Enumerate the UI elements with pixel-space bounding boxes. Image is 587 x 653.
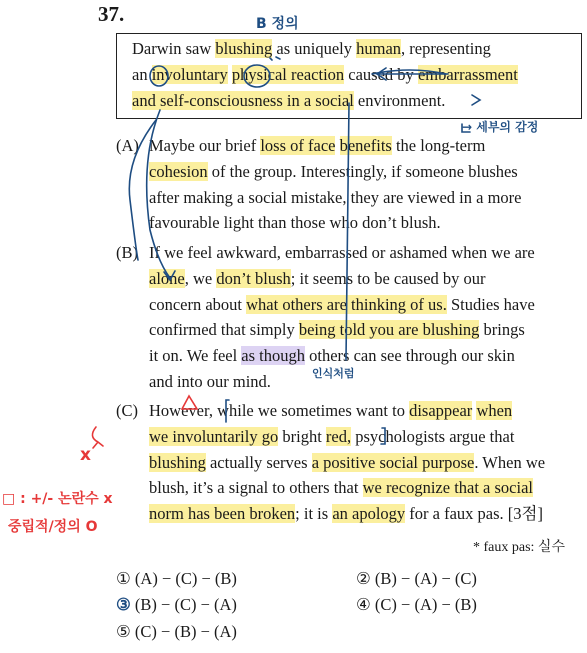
highlighted-phrase: what others are thinking of us. (246, 294, 447, 314)
text-line: concern about what others are thinking of us. Studies have (149, 294, 535, 314)
highlighted-phrase: benefits (339, 136, 392, 155)
option-3[interactable]: ③ (B) − (C) − (A) (116, 595, 237, 614)
highlighted-phrase: involuntary (151, 65, 228, 84)
text-line: an involuntary physical reaction caused by embarrassment (132, 65, 518, 84)
highlighted-phrase: embarrassment (417, 65, 518, 84)
highlighted-phrase: blushing (149, 452, 206, 472)
text-line: cohesion of the group. Interestingly, if someone blushes (149, 161, 518, 181)
annotation-left-note-2: 중립적/정의 O (8, 519, 98, 535)
text-line: it on. We feel as though others can see through our skin (149, 346, 515, 366)
option-2[interactable]: ② (B) − (A) − (C) (356, 569, 477, 588)
text-line: Maybe our brief loss of face benefits the long-term (149, 136, 486, 155)
highlighted-phrase: when (476, 401, 513, 420)
highlighted-phrase: disappear (409, 401, 473, 420)
highlighted-phrase: we involuntarily go (149, 426, 279, 446)
text-line: we involuntarily go bright red, psychologists argue that (149, 426, 515, 446)
annotation-left-note-1: □ : +/- 논란수 x (2, 491, 113, 507)
highlighted-phrase: blushing (215, 39, 273, 58)
highlighted-phrase: loss of face (260, 136, 336, 155)
text-line: after making a social mistake, they are viewed in a more (149, 187, 522, 207)
highlighted-phrase: an apology (332, 504, 406, 524)
text-line: confirmed that simply being told you are blushing brings (149, 320, 525, 340)
highlighted-phrase: physical reaction (231, 65, 345, 84)
text-line: alone, we don’t blush; it seems to be caused by our (149, 268, 486, 288)
option-4[interactable]: ④ (C) − (A) − (B) (356, 595, 477, 614)
highlighted-phrase: norm has been broken (149, 504, 296, 524)
option-5[interactable]: ⑤ (C) − (B) − (A) (116, 622, 237, 641)
highlighted-phrase: cohesion (149, 161, 208, 181)
highlighted-phrase: and self-consciousness in a social (132, 91, 354, 110)
paragraph-label: (C) (116, 401, 138, 420)
highlighted-phrase: don’t blush (216, 268, 291, 288)
text-line: favourable light than those who don’t blush. (149, 213, 441, 233)
text-line: norm has been broken; it is an apology for a faux pas. [3점] (149, 504, 543, 524)
highlighted-phrase: red, (325, 426, 352, 446)
paragraph-label: (B) (116, 243, 138, 262)
red-arrow (92, 427, 103, 448)
option-1[interactable]: ① (A) − (C) − (B) (116, 569, 237, 588)
annotation-insikcheoreom: 인식처럼 (312, 367, 355, 380)
text-line: blushing actually serves a positive social purpose. When we (149, 452, 546, 472)
highlighted-phrase: human (356, 39, 402, 58)
annotation-affect: → 세부의 감정 (462, 120, 539, 134)
text-line: However, while we sometimes want to disappear when (149, 401, 513, 420)
highlighted-phrase: a positive social purpose (311, 452, 475, 472)
highlighted-phrase: we recognize that a social (362, 478, 533, 498)
text-line: Darwin saw blushing as uniquely human, representing (132, 39, 491, 58)
highlighted-phrase: alone (149, 268, 185, 288)
highlighted-phrase: as though (241, 346, 306, 366)
footnote: * faux pas: 실수 (473, 540, 565, 555)
text-line: and into our mind. (149, 372, 271, 391)
text-line: If we feel awkward, embarrassed or ashamed when we are (149, 243, 535, 262)
annotation-b-jeongui: B 정의 (256, 16, 299, 32)
paragraph-label: (A) (116, 136, 139, 155)
question-number: 37. (98, 2, 125, 26)
annotation-x-mark: x (80, 445, 91, 465)
highlighted-phrase: being told you are blushing (298, 320, 480, 340)
text-line: blush, it’s a signal to others that we recognize that a social (149, 478, 533, 498)
text-line: and self-consciousness in a social environment. (132, 91, 446, 110)
